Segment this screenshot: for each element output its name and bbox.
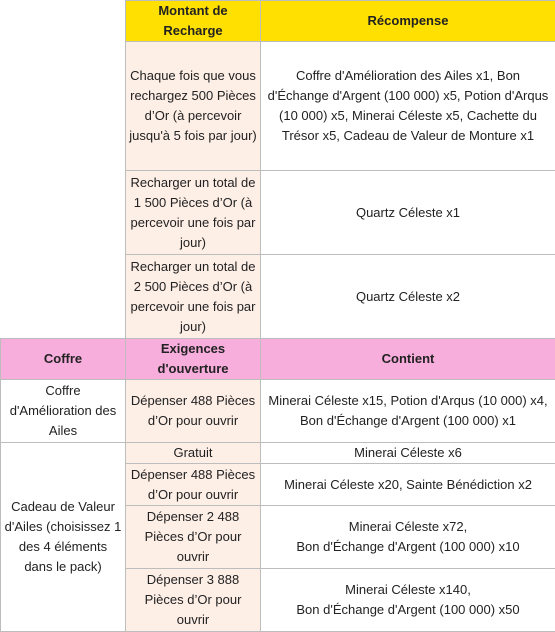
empty-cell [1,42,126,171]
recharge-row [1,255,555,339]
chest-name: Cadeau de Valeur d'Ailes (choisissez 1 des 4 éléments dans le pack) [1,443,126,632]
chest-requirement: Dépenser 2 488 Pièces d’Or pour ouvrir [126,506,261,569]
empty-cell [1,171,126,255]
chest-requirement: Gratuit [126,443,261,464]
chest-contents: Minerai Céleste x6 [261,443,555,464]
recharge-reward: Quartz Céleste x1 [261,171,555,255]
chest-header-row [1,339,555,380]
recharge-row [1,42,555,171]
chest-requirement: Dépenser 3 888 Pièces d’Or pour ouvrir [126,569,261,632]
header-opening-requirement: Exigences d'ouverture [126,339,261,380]
recharge-requirement: Chaque fois que vous rechargez 500 Pièces d’Or (à percevoir jusqu'à 5 fois par jour) [126,42,261,171]
chest-name: Coffre d'Amélioration des Ailes [1,380,126,443]
recharge-row [1,171,555,255]
recharge-reward: Quartz Céleste x2 [261,255,555,339]
chest-contents: Minerai Céleste x20, Sainte Bénédiction x2 [261,464,555,506]
contents-line: Bon d'Échange d'Argent (100 000) x50 [264,600,552,620]
header-chest: Coffre [1,339,126,380]
contents-line: Minerai Céleste x72, [264,517,552,537]
recharge-header-row [1,1,555,42]
chest-option-row [1,443,555,464]
chest-contents: Minerai Céleste x15, Potion d'Arqus (10 000) x4, Bon d'Échange d'Argent (100 000) x1 [261,380,555,443]
header-reward: Récompense [261,1,555,42]
recharge-requirement: Recharger un total de 2 500 Pièces d’Or (à percevoir une fois par jour) [126,255,261,339]
contents-line: Minerai Céleste x140, [264,580,552,600]
recharge-reward: Coffre d'Amélioration des Ailes x1, Bon d'Échange d'Argent (100 000) x5, Potion d'Arqus (10 000) x5, Minerai Céleste x5, Cachette du Trésor x5, Cadeau de Valeur de Monture x1 [261,42,555,171]
chest-contents [261,569,555,632]
empty-cell [1,255,126,339]
chest-row [1,380,555,443]
empty-cell [1,1,126,42]
contents-line: Bon d'Échange d'Argent (100 000) x10 [264,537,552,557]
chest-requirement: Dépenser 488 Pièces d’Or pour ouvrir [126,380,261,443]
header-recharge-amount: Montant de Recharge [126,1,261,42]
chest-requirement: Dépenser 488 Pièces d’Or pour ouvrir [126,464,261,506]
recharge-requirement: Recharger un total de 1 500 Pièces d’Or (à percevoir une fois par jour) [126,171,261,255]
header-contents: Contient [261,339,555,380]
chest-contents [261,506,555,569]
